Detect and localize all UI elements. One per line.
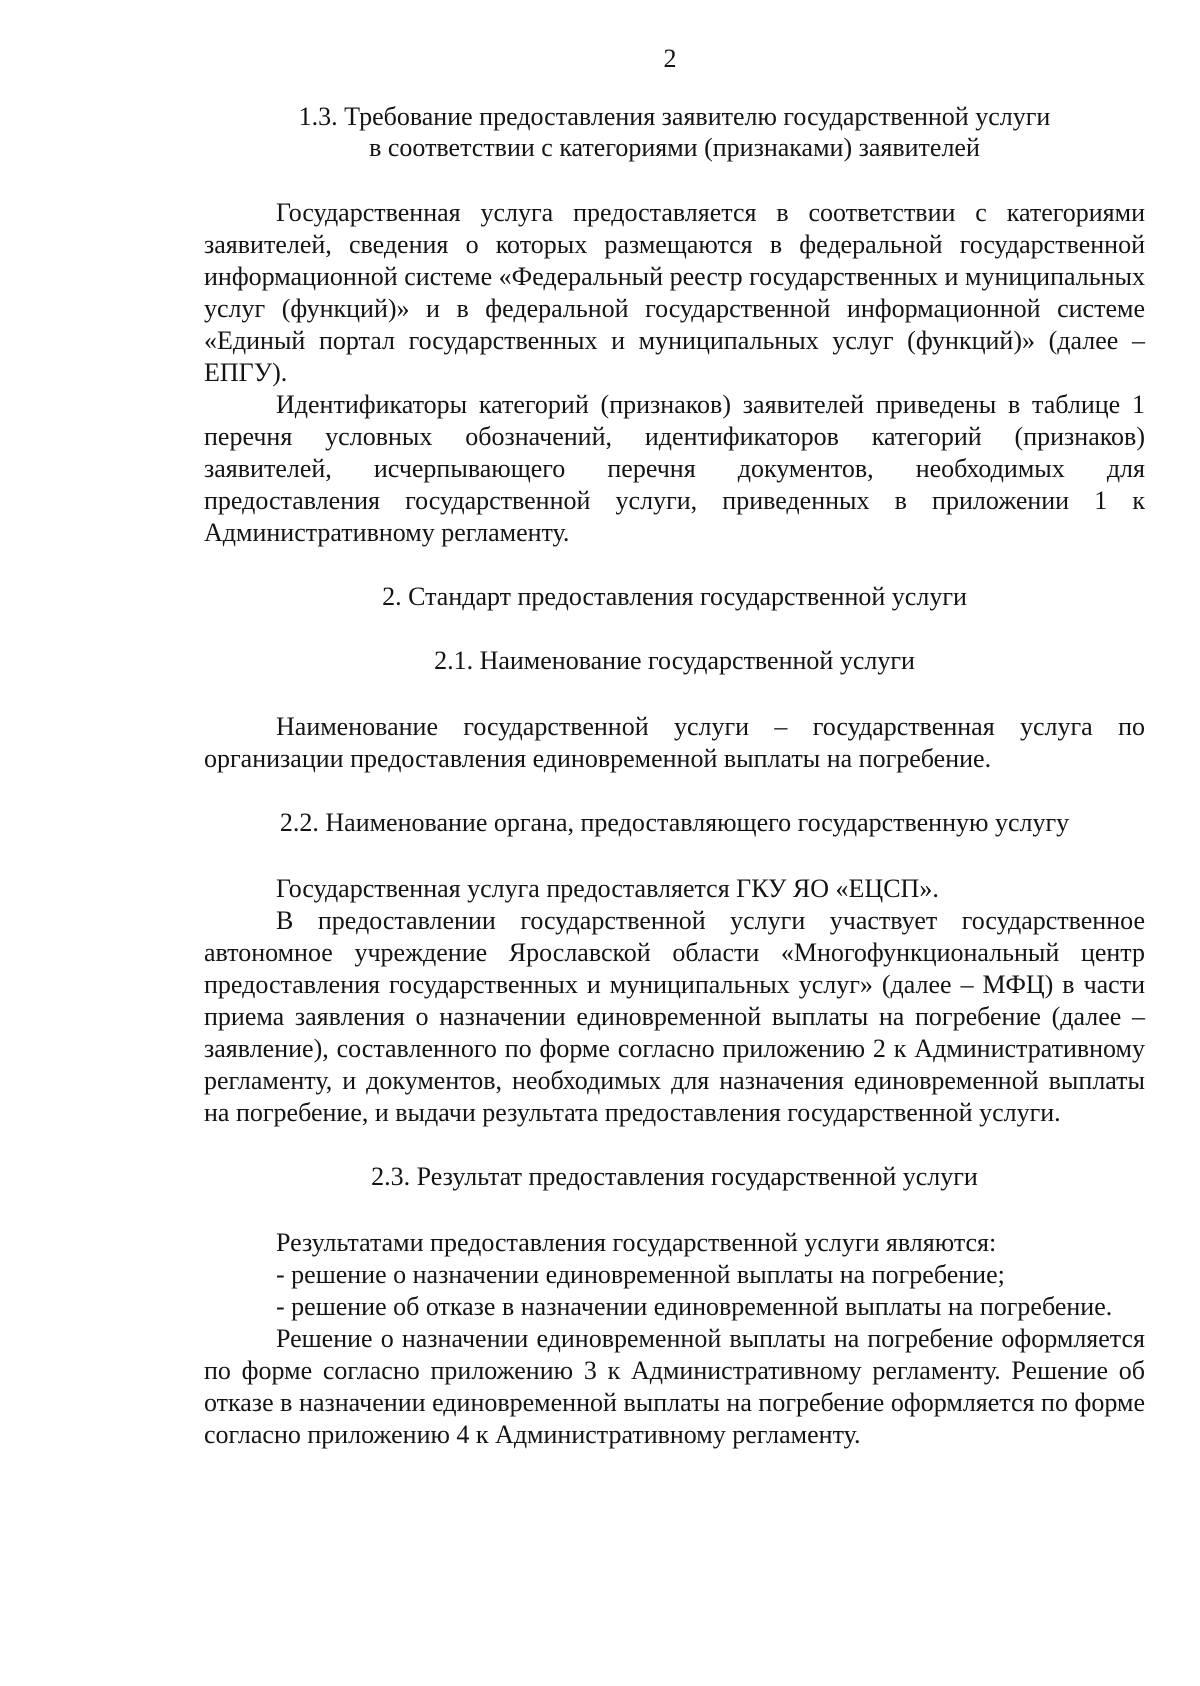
section-2 <box>204 581 1145 613</box>
section-2-2 <box>204 807 1145 1129</box>
section-1-3-heading-line2: в соответствии с категориями (признаками) заявителей <box>369 133 980 162</box>
document-body <box>204 101 1145 1451</box>
list-item: - решение о назначении единовременной выплаты на погребение; <box>276 1260 1005 1289</box>
paragraph: Результатами предоставления государственной услуги являются: <box>276 1228 997 1257</box>
section-2-1 <box>204 645 1145 775</box>
list-item: - решение об отказе в назначении единовременной выплаты на погребение. <box>276 1292 1113 1321</box>
page-number: 2 <box>663 44 677 73</box>
section-2-3 <box>204 1161 1145 1451</box>
section-1-3 <box>204 101 1145 549</box>
section-2-3-heading: 2.3. Результат предоставления государственной услуги <box>371 1162 978 1191</box>
paragraph: Государственная услуга предоставляется ГКУ ЯО «ЕЦСП». <box>276 874 939 903</box>
section-2-1-heading: 2.1. Наименование государственной услуги <box>434 646 915 675</box>
section-1-3-heading-line1: 1.3. Требование предоставления заявителю государственной услуги <box>298 102 1051 131</box>
section-2-2-heading: 2.2. Наименование органа, предоставляющего государственную услугу <box>279 808 1070 837</box>
paragraph: Решение о назначении единовременной выплаты на погребение оформляется по форме согласно приложению 3 к Административному регламенту. Решение об отказе в назначении единовременной выплаты на погребение оформляется по форме согласно приложению 4 к Административному регламенту. <box>204 1324 1145 1449</box>
paragraph: Идентификаторы категорий (признаков) заявителей приведены в таблице 1 перечня условных обозначений, идентификаторов категорий (признаков) заявителей, исчерпывающего перечня документов, необходимых для предоставления государственной услуги, приведенных в приложении 1 к Административному регламенту. <box>204 390 1145 547</box>
section-2-heading: 2. Стандарт предоставления государственной услуги <box>382 582 967 611</box>
paragraph: Государственная услуга предоставляется в соответствии с категориями заявителей, сведения о которых размещаются в федеральной государственной информационной системе «Федеральный реестр государственных и муниципальных услуг (функций)» и в федеральной государственной информационной системе «Единый портал государственных и муниципальных услуг (функций)» (далее – ЕПГУ). <box>204 198 1145 387</box>
paragraph: В предоставлении государственной услуги участвует государственное автономное учреждение Ярославской области «Многофункциональный центр предоставления государственных и муниципальных услуг» (далее – МФЦ) в части приема заявления о назначении единовременной выплаты на погребение (далее – заявление), составленного по форме согласно приложению 2 к Административному регламенту, и документов, необходимых для назначения единовременной выплаты на погребение, и выдачи результата предоставления государственной услуги. <box>204 906 1145 1127</box>
paragraph: Наименование государственной услуги – государственная услуга по организации предоставления единовременной выплаты на погребение. <box>204 712 1145 773</box>
